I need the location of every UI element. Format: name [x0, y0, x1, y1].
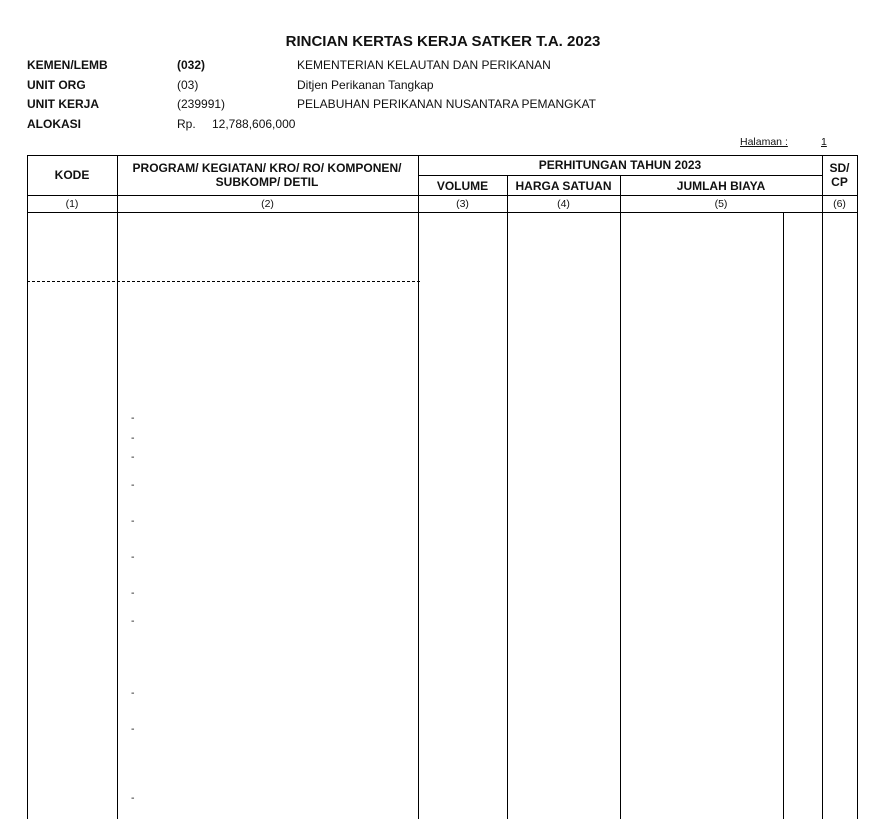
col-number: (6) — [833, 198, 846, 210]
bullet-dash: - — [131, 432, 135, 444]
col-number: (3) — [456, 198, 469, 210]
header-volume: VOLUME — [436, 179, 489, 193]
info-value: PELABUHAN PERIKANAN NUSANTARA PEMANGKAT — [297, 97, 596, 111]
col-number: (5) — [714, 198, 728, 210]
info-code: Rp. — [177, 117, 196, 131]
col-number: (1) — [65, 198, 79, 210]
info-label: UNIT ORG — [27, 78, 86, 92]
bullet-dash: - — [131, 515, 135, 527]
bullet-dash: - — [131, 615, 135, 627]
col-number: (4) — [557, 198, 570, 210]
info-label: UNIT KERJA — [27, 97, 100, 111]
info-code: (239991) — [177, 97, 226, 111]
info-value: 12,788,606,000 — [212, 117, 296, 131]
bullet-dash: - — [131, 551, 135, 563]
info-value: KEMENTERIAN KELAUTAN DAN PERIKANAN — [297, 58, 551, 72]
header-perhitungan: PERHITUNGAN TAHUN 2023 — [538, 158, 702, 172]
info-code: (032) — [177, 58, 206, 72]
info-label: KEMEN/LEMB — [27, 58, 108, 72]
col-number: (2) — [261, 198, 274, 210]
bullet-dash: - — [131, 412, 135, 424]
bullet-dash: - — [131, 723, 135, 735]
header-harga: HARGA SATUAN — [515, 179, 612, 193]
info-value: Ditjen Perikanan Tangkap — [297, 78, 434, 92]
info-code: (03) — [177, 78, 199, 92]
info-label: ALOKASI — [27, 117, 81, 131]
halaman-label: Halaman : — [740, 136, 788, 148]
separator-dashed — [27, 281, 420, 282]
header-jumlah: JUMLAH BIAYA — [676, 179, 766, 193]
header-program: PROGRAM/ KEGIATAN/ KRO/ RO/ KOMPONEN/ SUBKOMP/ DETIL — [132, 161, 402, 189]
bullet-dash: - — [131, 587, 135, 599]
page-title: RINCIAN KERTAS KERJA SATKER T.A. 2023 — [285, 33, 601, 50]
header-kode: KODE — [54, 168, 90, 182]
bullet-dash: - — [131, 792, 135, 804]
header-sdcp: SD/ CP — [829, 161, 850, 189]
bullet-dash: - — [131, 687, 135, 699]
bullet-dash: - — [131, 451, 135, 463]
bullet-dash: - — [131, 479, 135, 491]
halaman-number: 1 — [821, 136, 827, 148]
